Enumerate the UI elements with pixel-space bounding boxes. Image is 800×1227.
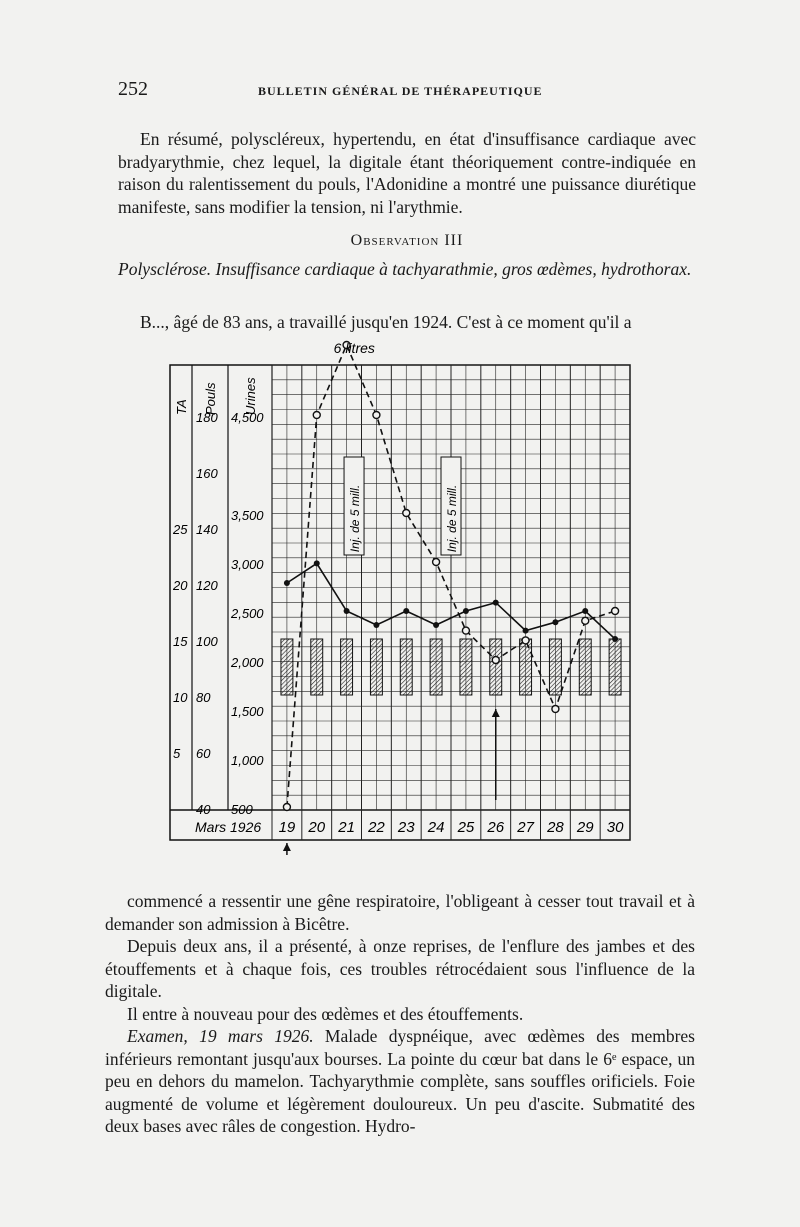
x-tick-label: 20 (308, 819, 326, 836)
temperature-chart (160, 335, 640, 855)
urines-point (552, 706, 559, 713)
urines-tick-label: 3,500 (231, 508, 264, 523)
x-tick-label: 25 (457, 819, 475, 836)
patient-intro-line: B..., âgé de 83 ans, a travaillé jusqu'en 1924. C'est à ce moment qu'il a (140, 312, 632, 332)
pouls-point (314, 560, 320, 566)
urines-point (462, 627, 469, 634)
top-annotation: 6 litres (333, 340, 375, 356)
x-tick-label: 19 (278, 819, 296, 836)
page-header (118, 78, 698, 102)
tension-bar (430, 639, 442, 695)
x-axis-title: Mars 1926 (195, 819, 262, 835)
urines-point (283, 804, 290, 811)
pouls-tick-label: 80 (196, 690, 211, 705)
lower-text (105, 890, 695, 1138)
tension-bar (281, 639, 293, 695)
ta-tick-label: 15 (173, 634, 188, 649)
urines-point (373, 412, 380, 419)
tension-bar (520, 639, 532, 695)
urines-point (582, 617, 589, 624)
x-tick-label: 30 (606, 819, 624, 836)
x-tick-label: 23 (397, 819, 415, 836)
pouls-point (403, 608, 409, 614)
urines-point (522, 637, 529, 644)
urines-header: Urines (243, 377, 258, 415)
urines-tick-label: 500 (231, 802, 253, 817)
arrow-19-head (283, 843, 291, 851)
tension-bar (311, 639, 323, 695)
observation-title: Observation III (350, 232, 464, 249)
chart-labels (172, 340, 624, 855)
pouls-point (344, 608, 350, 614)
tension-bar (490, 639, 502, 695)
x-tick-label: 21 (338, 819, 355, 836)
ta-tick-label: 5 (173, 746, 181, 761)
pouls-point (373, 622, 379, 628)
x-tick-label: 26 (487, 819, 505, 836)
inj-label-1: Inj. de 5 mill. (348, 484, 363, 553)
pouls-tick-label: 140 (196, 522, 218, 537)
pouls-point (433, 622, 439, 628)
pouls-tick-label: 120 (196, 578, 218, 593)
urines-tick-label: 1,500 (231, 704, 264, 719)
ta-header: TA (174, 399, 189, 415)
pouls-point (582, 608, 588, 614)
x-tick-label: 24 (427, 819, 445, 836)
urines-tick-label: 4,500 (231, 410, 264, 425)
tension-bar (549, 639, 561, 695)
urines-point (403, 510, 410, 517)
urines-point (612, 608, 619, 615)
tension-bar (370, 639, 382, 695)
lower-paragraph-2: Depuis deux ans, il a présenté, à onze reprises, de l'enflure des jambes et des étouffements et à chaque fois, ces troubles rétrocédaient sous l'influence de la digitale. (105, 936, 695, 1001)
pouls-point (463, 608, 469, 614)
ta-tick-label: 10 (173, 690, 188, 705)
pouls-point (612, 636, 618, 642)
urines-point (433, 559, 440, 566)
x-tick-label: 27 (517, 819, 534, 836)
lower-paragraph-1: commencé a ressentir une gêne respiratoire, l'obligeant à cesser tout travail et à demander son admission à Bicêtre. (105, 891, 695, 934)
tension-bar (609, 639, 621, 695)
tension-bar (341, 639, 353, 695)
chart-grid (170, 365, 630, 840)
running-title: BULLETIN GÉNÉRAL DE THÉRAPEUTIQUE (258, 84, 543, 98)
intro-paragraph (118, 128, 696, 218)
urines-point (313, 412, 320, 419)
tension-bar (400, 639, 412, 695)
pouls-header: Pouls (203, 382, 218, 415)
pouls-point (284, 580, 290, 586)
pouls-point (552, 619, 558, 625)
ta-tick-label: 25 (173, 522, 188, 537)
exam-text: Malade dyspnéique, avec œdèmes des membres inférieurs remontant jusqu'aux bourses. La pointe du cœur bat dans le 6ᵉ espace, un peu en dehors du mamelon. Tachyarythmie complète, sans souffles orificiels. Foie augmenté de volume et légèrement douloureux. Un peu d'ascite. Submatité des deux bases avec râles de congestion. Hydro- (105, 1026, 695, 1136)
inj-label-2: Inj. de 5 mill. (445, 484, 459, 553)
pouls-tick-label: 100 (196, 634, 218, 649)
pouls-point (493, 600, 499, 606)
ta-tick-label: 20 (173, 578, 188, 593)
pouls-tick-label: 160 (196, 466, 218, 481)
urines-point (492, 657, 499, 664)
page-number: 252 (118, 78, 148, 100)
lower-paragraph-4 (105, 1025, 695, 1138)
urines-tick-label: 2,000 (231, 655, 264, 670)
tension-bar (579, 639, 591, 695)
urines-tick-label: 2,500 (231, 606, 264, 621)
x-tick-label: 22 (368, 819, 385, 836)
exam-date: Examen, 19 mars 1926. (127, 1026, 314, 1046)
observation-subtitle: Polysclérose. Insuffisance cardiaque à tachyarathmie, gros œdèmes, hydrothorax. (118, 259, 692, 279)
intro-text: En résumé, polyscléreux, hypertendu, en état d'insuffisance cardiaque avec bradyarythmie, chez lequel, la digitale étant théoriquement contre-indiquée en raison du ralentissement du pouls, l'Adonidine a montré une puissance diurétique manifeste, sans modifier la tension, ni l'arythmie. (118, 129, 696, 217)
urines-tick-label: 1,000 (231, 753, 264, 768)
pouls-tick-label: 180 (196, 410, 218, 425)
pouls-point (523, 628, 529, 634)
tension-bar (460, 639, 472, 695)
pouls-tick-label: 40 (196, 802, 211, 817)
pouls-tick-label: 60 (196, 746, 211, 761)
arrow-26-head (492, 709, 500, 717)
lower-paragraph-3: Il entre à nouveau pour des œdèmes et des étouffements. (127, 1003, 524, 1024)
urines-tick-label: 3,000 (231, 557, 264, 572)
x-tick-label: 28 (547, 819, 564, 836)
x-tick-label: 29 (576, 819, 594, 836)
